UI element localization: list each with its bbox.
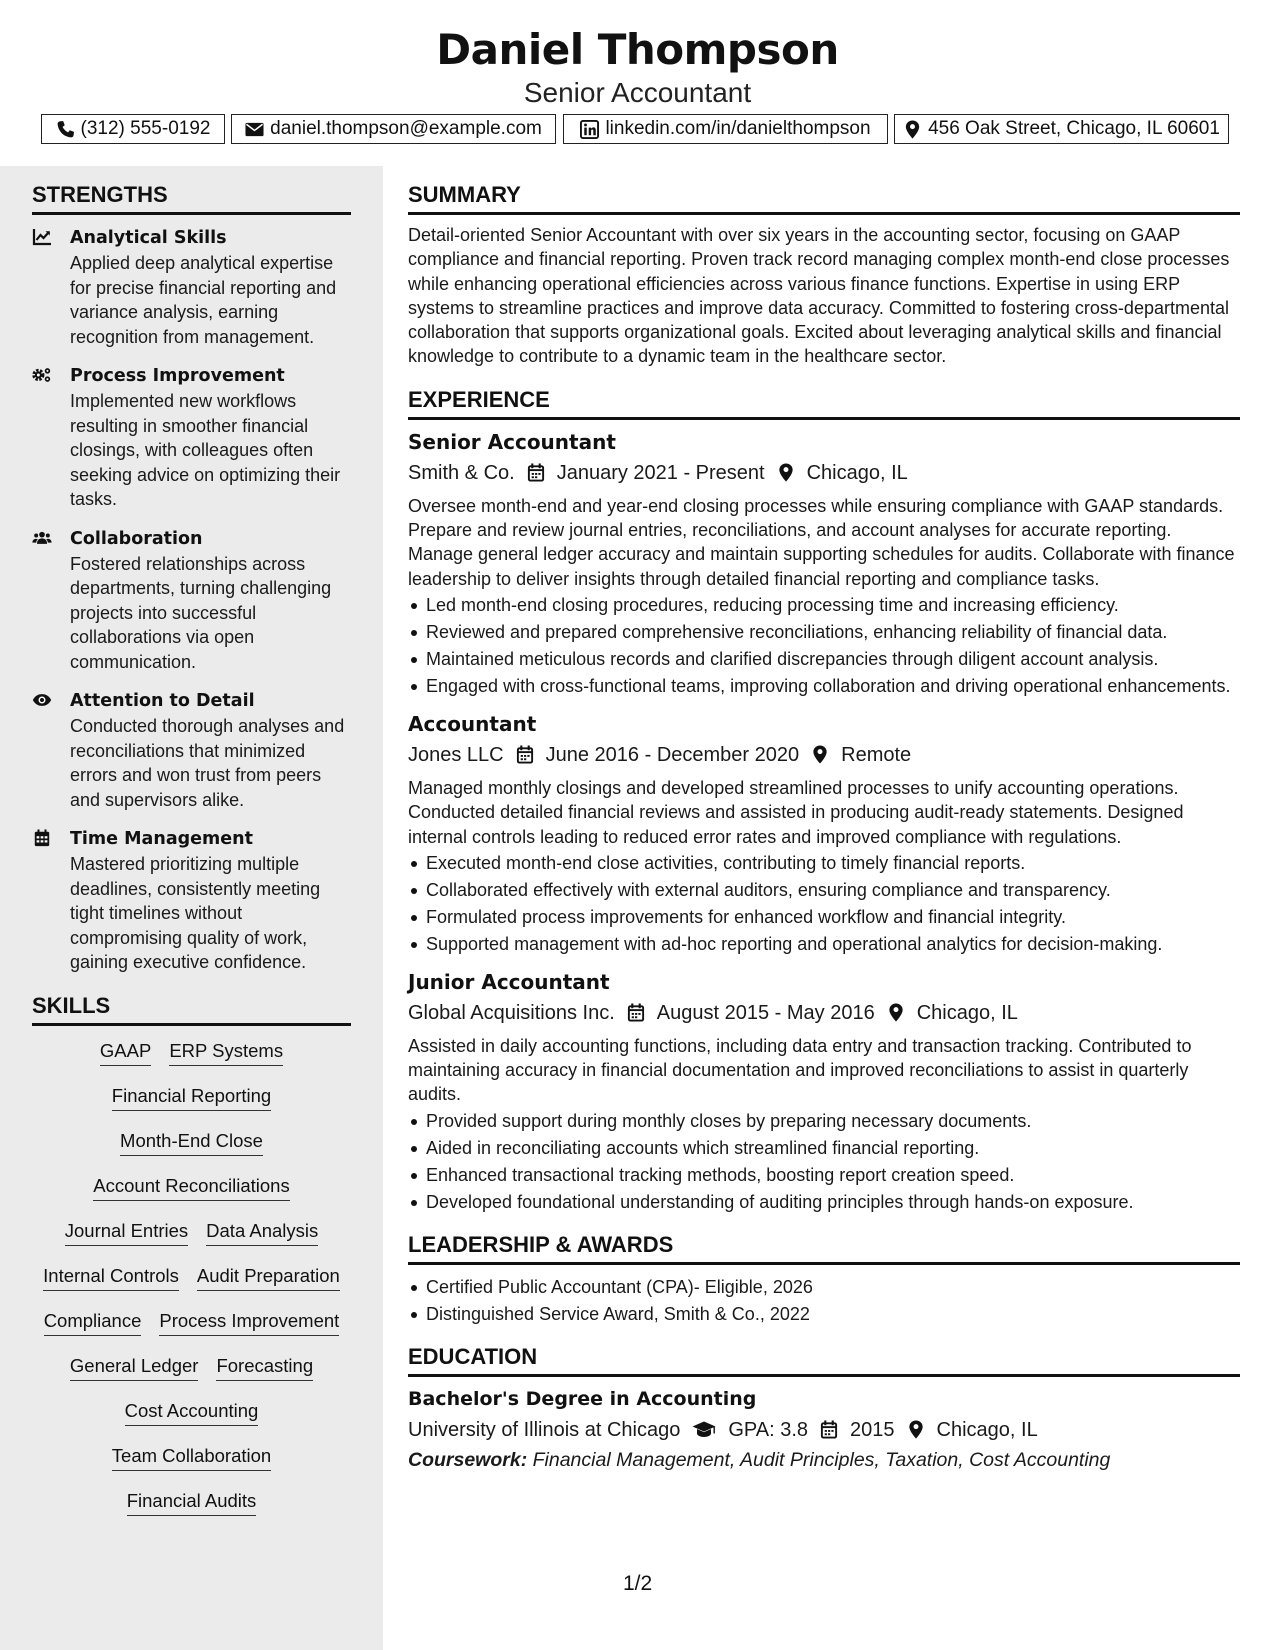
calendar-icon — [627, 1003, 645, 1022]
skill-tag: Financial Reporting — [112, 1083, 271, 1111]
main-content — [408, 180, 1240, 1475]
coursework-list: Financial Management, Audit Principles, Taxation, Cost Accounting — [532, 1448, 1111, 1471]
envelope-icon — [245, 120, 264, 139]
strengths-heading: STRENGTHS — [32, 180, 351, 215]
contact-bar — [0, 114, 1275, 144]
list-item: Maintained meticulous records and clarified discrepancies through diligent account analysis. — [408, 647, 1240, 671]
strength-description: Mastered prioritizing multiple deadlines, consistently meeting tight timelines without compromising quality of work, gaining executive confidence. — [70, 854, 321, 972]
job-meta — [408, 998, 1240, 1028]
list-item: Certified Public Accountant (CPA)- Eligible, 2026 — [408, 1275, 1240, 1299]
job-bullets — [408, 1109, 1240, 1214]
job-entry — [408, 710, 1240, 956]
skill-tag: Month-End Close — [120, 1128, 263, 1156]
calendar-icon — [527, 463, 545, 482]
leadership-heading: LEADERSHIP & AWARDS — [408, 1230, 1240, 1265]
awards-list — [408, 1275, 1240, 1326]
skills-section — [32, 991, 351, 1533]
job-company: Jones LLC — [408, 743, 504, 766]
list-item: Enhanced transactional tracking methods, boosting report creation speed. — [408, 1163, 1240, 1187]
job-location: Remote — [841, 743, 912, 766]
skill-tag: GAAP — [100, 1038, 151, 1066]
strength-item — [32, 225, 351, 349]
strength-description: Conducted thorough analyses and reconciliations that minimized errors and won trust from peers and supervisors alike. — [70, 716, 345, 810]
job-entry — [408, 428, 1240, 698]
contact-email[interactable] — [231, 114, 556, 144]
job-title: Senior Accountant — [408, 429, 616, 454]
calendar-icon — [32, 829, 52, 847]
skill-tag: Process Improvement — [159, 1308, 339, 1336]
education-meta — [408, 1415, 1240, 1445]
phone-icon — [56, 120, 75, 139]
email-text: daniel.thompson@example.com — [270, 118, 542, 139]
map-marker-icon — [777, 463, 795, 482]
skill-tag: Financial Audits — [127, 1488, 257, 1516]
job-bullets — [408, 593, 1240, 698]
list-item: Distinguished Service Award, Smith & Co., 2022 — [408, 1302, 1240, 1326]
map-marker-icon — [887, 1003, 905, 1022]
job-description: Oversee month-end and year-end closing processes while ensuring compliance with GAAP standards. Prepare and review journal entries, reconciliations, and account analyses for accurate reporting. Manage general ledger accuracy and maintain supporting schedules for audits. Collaborate with finance leadership to deliver insights through detailed financial reporting and compliance tasks. — [408, 495, 1235, 589]
map-marker-icon — [903, 120, 922, 139]
list-item: Engaged with cross-functional teams, improving collaboration and driving operational enhancements. — [408, 674, 1240, 698]
skill-tag: General Ledger — [70, 1353, 199, 1381]
experience-heading: EXPERIENCE — [408, 385, 1240, 420]
graduation-year: 2015 — [850, 1418, 895, 1441]
list-item: Formulated process improvements for enhanced workflow and financial integrity. — [408, 905, 1240, 929]
list-item: Supported management with ad-hoc reporting and operational analytics for decision-making. — [408, 932, 1240, 956]
strength-title: Time Management — [70, 829, 253, 849]
leadership-section — [408, 1230, 1240, 1326]
strength-title: Process Improvement — [70, 366, 285, 386]
users-icon — [32, 529, 52, 547]
strength-description: Implemented new workflows resulting in smoother financial closings, with colleagues often seeking advice on optimizing their tasks. — [70, 391, 341, 509]
list-item: Led month-end closing procedures, reducing processing time and increasing efficiency. — [408, 593, 1240, 617]
skill-tag: Compliance — [44, 1308, 142, 1336]
list-item: Executed month-end close activities, contributing to timely financial reports. — [408, 851, 1240, 875]
contact-phone[interactable] — [41, 114, 225, 144]
eye-icon — [32, 691, 52, 709]
list-item: Developed foundational understanding of auditing principles through hands-on exposure. — [408, 1190, 1240, 1214]
calendar-icon — [516, 745, 534, 764]
job-title: Accountant — [408, 711, 537, 736]
job-title: Junior Accountant — [408, 969, 610, 994]
summary-section — [408, 180, 1240, 369]
degree-title: Bachelor's Degree in Accounting — [408, 1387, 757, 1410]
coursework-label: Coursework: — [408, 1448, 528, 1471]
skill-tag: Data Analysis — [206, 1218, 318, 1246]
strength-title: Collaboration — [70, 528, 203, 549]
strength-item — [32, 363, 351, 512]
page-number: 1/2 — [623, 1572, 653, 1595]
strengths-list — [32, 225, 351, 975]
job-location: Chicago, IL — [916, 1001, 1018, 1024]
list-item: Provided support during monthly closes by preparing necessary documents. — [408, 1109, 1240, 1133]
skill-tag: Audit Preparation — [197, 1263, 340, 1291]
address-text: 456 Oak Street, Chicago, IL 60601 — [928, 118, 1220, 139]
resume-header — [0, 22, 1275, 110]
strength-item — [32, 688, 351, 812]
skill-tag: Journal Entries — [65, 1218, 188, 1246]
skill-tag: ERP Systems — [169, 1038, 283, 1066]
job-entry — [408, 968, 1240, 1214]
sidebar — [32, 180, 351, 1533]
job-description: Assisted in daily accounting functions, including data entry and transaction tracking. Contributed to maintaining accuracy in financial documentation and improved reconciliations to assist in quarterly audits. — [408, 1035, 1192, 1105]
gears-icon — [32, 366, 52, 384]
job-description: Managed monthly closings and developed streamlined processes to unify accounting operations. Conducted detailed financial reviews and assisted in producing audit-ready statements. Designed internal controls leading to reduced error rates and improved compliance with regulations. — [408, 777, 1184, 847]
candidate-role: Senior Accountant — [523, 77, 752, 108]
job-company: Global Acquisitions Inc. — [408, 1001, 615, 1024]
contact-address[interactable] — [894, 114, 1229, 144]
strength-description: Fostered relationships across departments, turning challenging projects into successful collaborations via open communication. — [70, 553, 332, 672]
experience-section — [408, 385, 1240, 1214]
strength-description: Applied deep analytical expertise for precise financial reporting and variance analysis, earning recognition from management. — [70, 253, 337, 347]
phone-text: (312) 555-0192 — [80, 118, 211, 139]
strength-title: Analytical Skills — [70, 228, 227, 248]
skills-list — [32, 1038, 351, 1533]
school-location: Chicago, IL — [936, 1418, 1038, 1441]
coursework — [408, 1445, 1240, 1475]
job-location: Chicago, IL — [806, 461, 908, 484]
job-dates: January 2021 - Present — [556, 461, 765, 484]
gpa: GPA: 3.8 — [728, 1418, 809, 1441]
summary-heading: SUMMARY — [408, 180, 1240, 215]
strength-title: Attention to Detail — [70, 691, 255, 711]
job-meta — [408, 740, 1240, 770]
contact-linkedin[interactable] — [563, 114, 888, 144]
skill-tag: Account Reconciliations — [93, 1173, 289, 1201]
skill-tag: Cost Accounting — [125, 1398, 259, 1426]
list-item: Reviewed and prepared comprehensive reconciliations, enhancing reliability of financial data. — [408, 620, 1240, 644]
calendar-icon — [820, 1420, 838, 1439]
skill-tag: Team Collaboration — [112, 1443, 271, 1471]
summary-text: Detail-oriented Senior Accountant with over six years in the accounting sector, focusing on GAAP compliance and financial reporting. Proven track record managing complex month-end close processes while enhancing operational efficiencies across various finance functions. Expertise in using ERP systems to streamline practices and improve data accuracy. Committed to fostering cross-departmental collaboration that supports organizational goals. Excited about leveraging analytical skills and financial knowledge to contribute to a dynamic team in the healthcare sector. — [408, 225, 1230, 367]
education-heading: EDUCATION — [408, 1342, 1240, 1377]
list-item: Collaborated effectively with external auditors, ensuring compliance and transparency. — [408, 878, 1240, 902]
map-marker-icon — [811, 745, 829, 764]
chart-line-icon — [32, 228, 52, 246]
skills-heading: SKILLS — [32, 991, 351, 1026]
linkedin-text: linkedin.com/in/danielthompson — [605, 118, 871, 139]
strength-item — [32, 526, 351, 675]
linkedin-icon — [580, 120, 599, 139]
graduation-cap-icon — [692, 1420, 716, 1439]
job-dates: June 2016 - December 2020 — [545, 743, 800, 766]
job-dates: August 2015 - May 2016 — [656, 1001, 875, 1024]
job-company: Smith & Co. — [408, 461, 515, 484]
strength-item — [32, 826, 351, 975]
job-meta — [408, 458, 1240, 488]
education-section — [408, 1342, 1240, 1475]
map-marker-icon — [907, 1420, 925, 1439]
job-bullets — [408, 851, 1240, 956]
school-name: University of Illinois at Chicago — [408, 1418, 681, 1441]
list-item: Aided in reconciliating accounts which streamlined financial reporting. — [408, 1136, 1240, 1160]
skill-tag: Forecasting — [216, 1353, 313, 1381]
skill-tag: Internal Controls — [43, 1263, 179, 1291]
candidate-name: Daniel Thompson — [436, 25, 839, 74]
